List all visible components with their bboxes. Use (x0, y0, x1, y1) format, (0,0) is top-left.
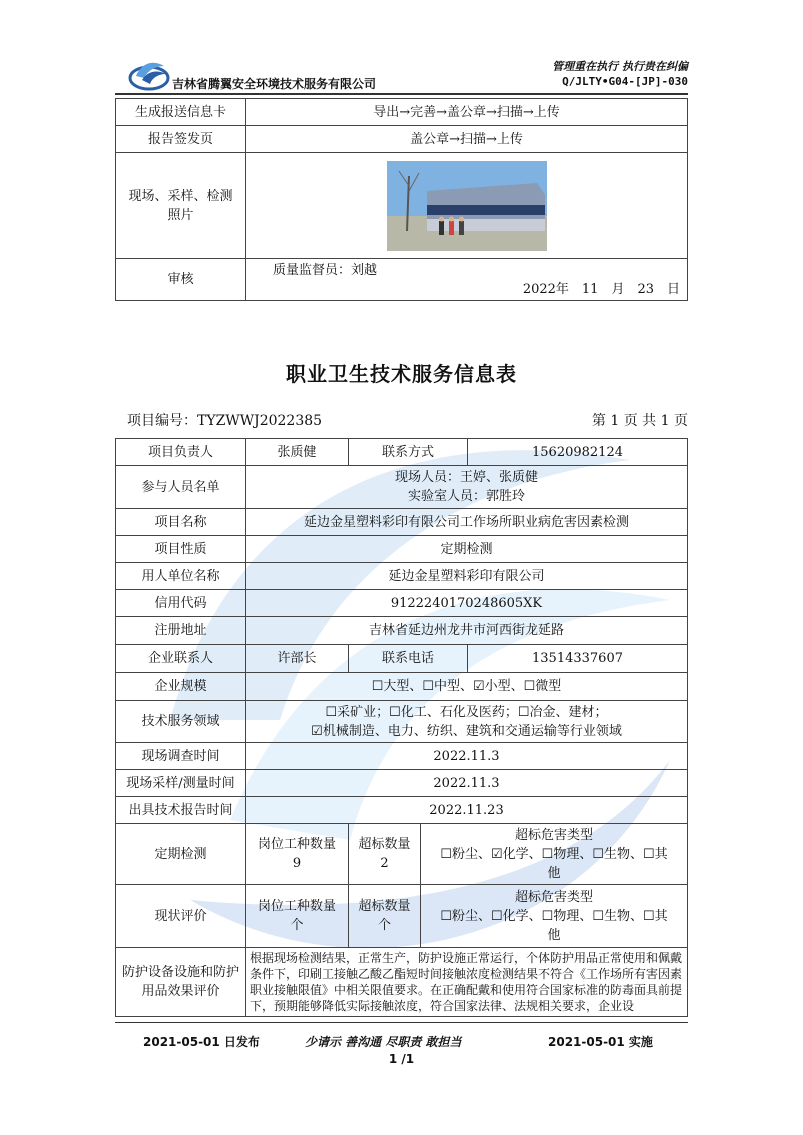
members-value (246, 466, 688, 509)
header-divider (115, 93, 688, 95)
table-row (116, 617, 688, 645)
hazard-type-label: 超标危害类型 (514, 889, 593, 905)
table-row (116, 701, 688, 743)
credit-value: 9122240170248605XK (246, 590, 688, 617)
table-row (116, 797, 688, 824)
ent-contact-label: 企业联系人 (116, 645, 246, 673)
footer-divider (115, 1022, 688, 1023)
periodic-label: 定期检测 (116, 824, 246, 885)
nature-value: 定期检测 (246, 536, 688, 563)
page-title: 职业卫生技术服务信息表 (286, 362, 517, 386)
table-row (116, 590, 688, 617)
effective-date: 2021-05-01 实施 (548, 1035, 653, 1049)
field-value (246, 701, 688, 743)
employer-label: 用人单位名称 (116, 563, 246, 590)
review-date: 2022年 11 月 23 日 (522, 281, 680, 297)
members-line: 实验室人员：郭胜玲 (407, 489, 525, 504)
hazard-line: ☐粉尘、☐化学、☐物理、☐生物、☐其 (440, 908, 668, 924)
table-row (116, 259, 688, 301)
status-label: 现状评价 (116, 885, 246, 948)
photo-cell (246, 153, 688, 259)
periodic-exceed (349, 824, 421, 885)
slogan: 少请示 善沟通 尽职责 敢担当 (305, 1035, 462, 1049)
page-info: 第 1 页 共 1 页 (591, 413, 688, 429)
company-name: 吉林省腾翼安全环境技术服务有限公司 (172, 77, 377, 91)
header-motto: 管理重在执行 执行贵在纠偏 (552, 60, 688, 73)
table-row (116, 563, 688, 590)
status-exceed (349, 885, 421, 948)
row-label: 报告签发页 (116, 126, 246, 153)
project-number: 项目编号：TYZWWJ2022385 (127, 413, 323, 429)
table-row (116, 126, 688, 153)
workflow-table (115, 98, 688, 301)
exceed-value: 2 (380, 856, 389, 871)
status-posts (246, 885, 349, 948)
report-label: 出具技术报告时间 (116, 797, 246, 824)
table-row (116, 948, 688, 1017)
table-row (116, 743, 688, 770)
exceed-label: 超标数量 (358, 899, 411, 914)
protect-label: 防护设备设施和防护用品效果评价 (116, 948, 246, 1017)
site-photo (387, 161, 547, 251)
address-value: 吉林省延边州龙井市河西街龙延路 (246, 617, 688, 645)
sampling-label: 现场采样/测量时间 (116, 770, 246, 797)
exceed-label: 超标数量 (358, 837, 411, 852)
document-code: Q/JLTY•G04-[JP]-030 (562, 75, 688, 88)
survey-value: 2022.11.3 (246, 743, 688, 770)
table-row (116, 466, 688, 509)
table-row (116, 770, 688, 797)
ent-contact-value: 许部长 (246, 645, 349, 673)
protect-text: 根据现场检测结果，正常生产，防护设施正常运行，个体防护用品正常使用和佩戴条件下，印刷工接触乙酸乙酯短时间接触浓度检测结果不符合《工作场所有害因素职业接触限值》中相关限值要求。在正确配戴和使用符合国家标准的防毒面具前提下，预期能够降低实际接触浓度，符合国家法律、法规相关要求，企业设 (246, 948, 688, 1017)
table-row (116, 439, 688, 466)
row-label: 审核 (116, 259, 246, 301)
address-label: 注册地址 (116, 617, 246, 645)
exceed-value: 个 (377, 918, 391, 933)
table-row (116, 673, 688, 701)
nature-label: 项目性质 (116, 536, 246, 563)
table-row (116, 536, 688, 563)
leader-value: 张质健 (246, 439, 349, 466)
status-hazard (421, 885, 688, 948)
table-row (116, 645, 688, 673)
row-value: 盖公章→扫描→上传 (246, 126, 688, 153)
posts-value: 个 (290, 918, 304, 933)
field-label: 技术服务领域 (116, 701, 246, 743)
periodic-posts (246, 824, 349, 885)
survey-label: 现场调查时间 (116, 743, 246, 770)
field-line: ☑机械制造、电力、纺织、建筑和交通运输等行业领域 (311, 723, 622, 739)
hazard-line: 他 (547, 927, 561, 943)
table-row (116, 509, 688, 536)
members-line: 现场人员：王婷、张质健 (394, 470, 538, 485)
row-label: 现场、采样、检测照片 (116, 153, 246, 259)
members-label: 参与人员名单 (116, 466, 246, 509)
scale-value: ☐大型、☐中型、☑小型、☐微型 (246, 673, 688, 701)
scale-label: 企业规模 (116, 673, 246, 701)
ent-phone-label: 联系电话 (349, 645, 468, 673)
ent-phone-value: 13514337607 (468, 645, 688, 673)
table-row (116, 99, 688, 126)
posts-value: 9 (292, 856, 302, 871)
row-value: 导出→完善→盖公章→扫描→上传 (246, 99, 688, 126)
company-logo (128, 56, 170, 92)
hazard-line: 他 (547, 865, 561, 881)
employer-value: 延边金星塑料彩印有限公司 (246, 563, 688, 590)
contact-value: 15620982124 (468, 439, 688, 466)
page-number: 1 /1 (388, 1052, 415, 1066)
supervisor: 质量监督员：刘越 (273, 262, 378, 278)
contact-label: 联系方式 (349, 439, 468, 466)
table-row (116, 824, 688, 885)
posts-label: 岗位工种数量 (257, 899, 336, 914)
project-name-label: 项目名称 (116, 509, 246, 536)
posts-label: 岗位工种数量 (257, 837, 336, 852)
report-value: 2022.11.23 (246, 797, 688, 824)
table-row (116, 153, 688, 259)
leader-label: 项目负责人 (116, 439, 246, 466)
table-row (116, 885, 688, 948)
credit-label: 信用代码 (116, 590, 246, 617)
issued-date: 2021-05-01 日发布 (143, 1035, 260, 1049)
hazard-type-label: 超标危害类型 (514, 827, 593, 843)
row-label: 生成报送信息卡 (116, 99, 246, 126)
info-table (115, 438, 688, 1017)
field-line: ☐采矿业；☐化工、石化及医药；☐冶金、建材； (325, 704, 608, 720)
sampling-value: 2022.11.3 (246, 770, 688, 797)
periodic-hazard (421, 824, 688, 885)
hazard-line: ☐粉尘、☑化学、☐物理、☐生物、☐其 (440, 846, 668, 862)
project-name-value: 延边金星塑料彩印有限公司工作场所职业病危害因素检测 (246, 509, 688, 536)
review-cell (246, 259, 688, 301)
